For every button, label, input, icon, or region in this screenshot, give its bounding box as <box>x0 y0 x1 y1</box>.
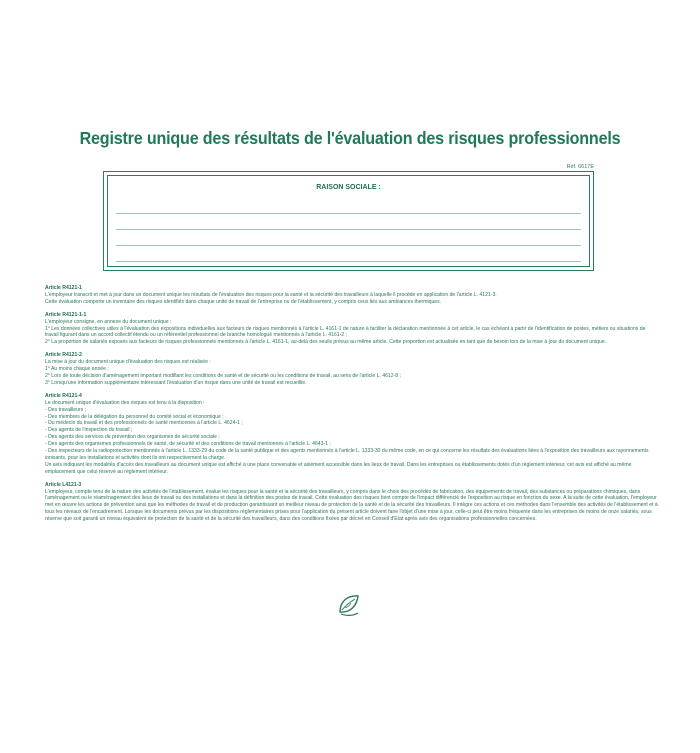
article-title: Article R4121-1-1 <box>45 311 87 318</box>
article-line: Cette évaluation comporte un inventaire des risques identifiés dans chaque unité de travail de l'entreprise ou de l'établissement, y compris ceux liés aux ambiances thermiques. <box>45 298 442 305</box>
article-line: - Des agents des services de prévention des organismes de sécurité sociale ; <box>45 434 220 441</box>
write-line[interactable] <box>116 261 581 262</box>
article-title: Article R4121-2 <box>45 352 82 359</box>
legal-articles <box>45 285 660 529</box>
page-title: Registre unique des résultats de l'évaluation des risques professionnels <box>79 128 621 148</box>
article-r4121-1-1 <box>45 312 660 347</box>
company-name-box <box>103 171 594 271</box>
article-line: 1° Les données collectives utiles à l'évaluation des expositions individuelles aux facteurs de risques mentionnés à l'article L. 4161-1 de nature à faciliter la déclaration mentionnée à cet article, le cas échéant à partir de l'identification de postes, métiers ou situations de travail figurant dans un accord collectif étendu ou un référentiel professionnel de branche homologué mentionnés à l'article L. 4161-2 ; <box>45 325 646 339</box>
article-line: Le document unique d'évaluation des risques est tenu à la disposition : <box>45 399 205 406</box>
article-line: 2° La proportion de salariés exposés aux facteurs de risques professionnels mentionnés à l'article L. 4161-1, au-delà des seuils prévus au même article. Cette proportion est actualisée en tant que de besoin lors de la mise à jour du document unique. <box>45 339 607 346</box>
article-title: Article R4121-4 <box>45 392 82 399</box>
article-line: - Des membres de la délégation du personnel du comité social et économique ; <box>45 413 224 420</box>
article-line: - Des inspecteurs de la radioprotection mentionnés à l'article L. 1333-29 du code de la santé publique et des agents mentionnés à l'article L. 1333-30 du même code, en ce qui concerne les résultats des évaluations liées à l'exposition des travailleurs aux rayonnements ionisants, pour les installations et activités dont ils ont respectivement la charge. <box>45 448 649 461</box>
article-r4121-4 <box>45 393 660 476</box>
article-line: L'employeur consigne, en annexe du document unique : <box>45 318 172 325</box>
company-name-box-inner <box>107 175 590 267</box>
article-r4121-2 <box>45 352 660 387</box>
article-line: La mise à jour du document unique d'évaluation des risques est réalisée : <box>45 359 211 366</box>
article-line: 3° Lorsqu'une information supplémentaire intéressant l'évaluation d'un risque dans une unité de travail est recueillie. <box>45 379 307 386</box>
article-line: Un avis indiquant les modalités d'accès des travailleurs au document unique est affiché à une place convenable et aisément accessible dans les lieux de travail. Dans les entreprises ou établissements dotés d'un règlement intérieur, cet avis est affiché au même emplacement que celui réservé au règlement intérieur. <box>45 461 632 475</box>
article-title: Article R4121-1 <box>45 285 82 291</box>
reference-number: Réf. 6617E <box>566 164 594 170</box>
raison-sociale-label: RAISON SOCIALE : <box>316 184 381 191</box>
exacompta-leaf-logo-icon <box>336 592 362 618</box>
write-line[interactable] <box>116 229 581 230</box>
article-line: L'employeur, compte tenu de la nature des activités de l'établissement, évalue les risques pour la santé et la sécurité des travailleurs, y compris dans le choix des procédés de fabrication, des équipements de travail, des substances ou préparations chimiques, dans l'aménagement ou le réaménagement des lieux de travail ou des installations et dans la définition des postes de travail. Cette évaluation des risques tient compte de l'impact différencié de l'exposition au risque en fonction du sexe. A la suite de cette évaluation, l'employeur met en œuvre les actions de prévention ainsi que les méthodes de travail et de production garantissant un meilleur niveau de protection de la santé et de la sécurité des travailleurs. Il intègre ces actions et ces méthodes dans l'ensemble des activités de l'établissement et à tous les niveaux de l'encadrement. Lorsque les documents prévus par les dispositions réglementaires prises pour l'application du présent article doivent faire l'objet d'une mise à jour, celle-ci peut être moins fréquente dans les entreprises de moins de onze salariés, sous réserve que soit garanti un niveau équivalent de protection de la santé et de la sécurité des travailleurs, dans des conditions fixées par décret en Conseil d'Etat après avis des organisations professionnelles concernées. <box>45 488 658 523</box>
article-line: - Du médecin du travail et des professionnels de santé mentionnés à l'article L. 4624-1 ; <box>45 420 243 427</box>
article-line: L'employeur transcrit et met à jour dans un document unique les résultats de l'évaluation des risques pour la santé et la sécurité des travailleurs à laquelle il procède en application de l'article L. 4121-3. <box>45 291 497 298</box>
write-line[interactable] <box>116 213 581 214</box>
article-line: 1° Au moins chaque année ; <box>45 366 109 373</box>
article-title: Article L4121-3 <box>45 481 82 488</box>
article-line: - Des agents de l'inspection du travail ; <box>45 427 133 434</box>
article-line: 2° Lors de toute décision d'aménagement important modifiant les conditions de santé et de sécurité ou les conditions de travail, au sens de l'article L. 4612-8 ; <box>45 372 401 379</box>
article-r4121-1 <box>45 285 660 306</box>
article-l4121-3 <box>45 482 660 523</box>
article-line: - Des agents des organismes professionnels de santé, de sécurité et des conditions de travail mentionnés à l'article L. 4643-1 ; <box>45 441 331 448</box>
article-line: - Des travailleurs ; <box>45 406 87 413</box>
write-line[interactable] <box>116 245 581 246</box>
